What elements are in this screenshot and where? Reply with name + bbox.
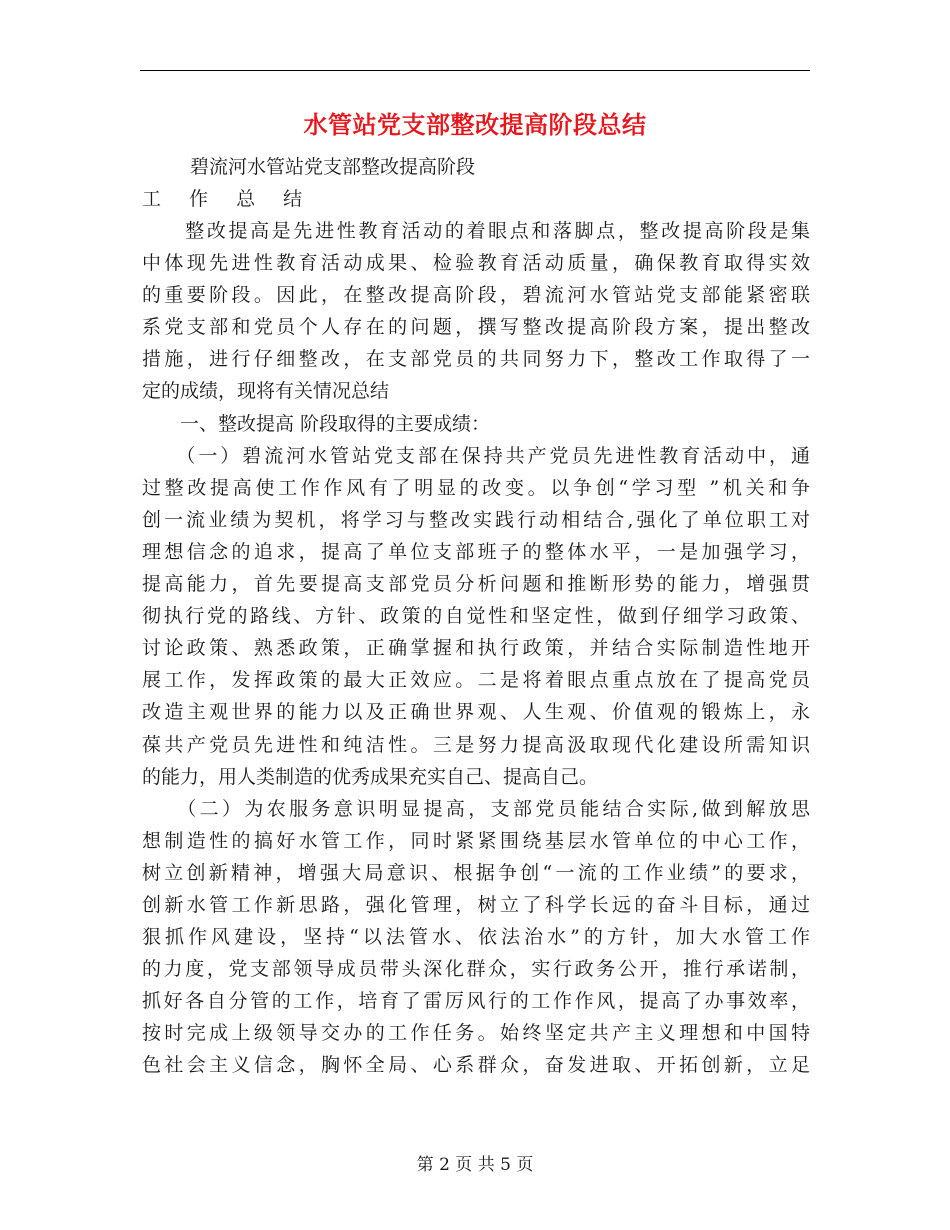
document-title: 水管站党支部整改提高阶段总结 (303, 110, 647, 139)
body-line: 措施，进行仔细整改，在支部党员的共同努力下，整改工作取得了一 (142, 348, 810, 371)
body-line: （二）为农服务意识明显提高，支部党员能结合实际,做到解放思 (142, 797, 810, 820)
section-heading: 一、整改提高 阶段取得的主要成绩： (142, 412, 491, 435)
body-line: 树立创新精神，增强大局意识、根据争创“一流的工作业绩”的要求， (142, 861, 810, 884)
body-line: 过整改提高使工作作风有了明显的改变。以争创“学习型 ”机关和争 (142, 476, 810, 499)
body-line: 色社会主义信念，胸怀全局、心系群众，奋发进取、开拓创新，立足 (142, 1054, 810, 1077)
document-subtitle: 碧流河水管站党支部整改提高阶段 (190, 156, 476, 178)
body-line: 系党支部和党员个人存在的问题，撰写整改提高阶段方案，提出整改 (142, 316, 810, 339)
document-subtitle-continued: 工 作 总 结 (142, 188, 303, 210)
body-line: 讨论政策、熟悉政策，正确掌握和执行政策，并结合实际制造性地开 (142, 637, 810, 660)
page-number: 第 2 页 共 5 页 (416, 1155, 534, 1175)
body-line: 的力度，党支部领导成员带头深化群众，实行政务公开，推行承诺制， (142, 958, 810, 981)
document-body (142, 215, 810, 1082)
body-line: 创新水管工作新思路，强化管理，树立了科学长远的奋斗目标，通过 (142, 893, 810, 916)
body-line: 提高能力，首先要提高支部党员分析问题和推断形势的能力，增强贯 (142, 573, 810, 596)
body-line: 葆共产党员先进性和纯洁性。三是努力提高汲取现代化建设所需知识 (142, 733, 810, 756)
body-line: 定的成绩，现将有关情况总结 (142, 380, 390, 403)
body-line: 创一流业绩为契机，将学习与整改实践行动相结合,强化了单位职工对 (142, 508, 810, 531)
body-line: 想制造性的搞好水管工作，同时紧紧围绕基层水管单位的中心工作， (142, 829, 810, 852)
body-line: 按时完成上级领导交办的工作任务。始终坚定共产主义理想和中国特 (142, 1022, 810, 1045)
body-line: 展工作，发挥政策的最大正效应。二是将着眼点重点放在了提高党员 (142, 669, 810, 692)
body-line: 改造主观世界的能力以及正确世界观、人生观、价值观的锻炼上，永 (142, 701, 810, 724)
body-line: 狠抓作风建设，坚持“以法管水、依法治水”的方针，加大水管工作 (142, 926, 810, 949)
body-line: 中体现先进性教育活动成果、检验教育活动质量，确保教育取得实效 (142, 252, 810, 275)
header-rule (140, 70, 810, 71)
body-line: 的重要阶段。因此，在整改提高阶段，碧流河水管站党支部能紧密联 (142, 284, 810, 307)
body-line: （一）碧流河水管站党支部在保持共产党员先进性教育活动中，通 (142, 444, 810, 467)
body-line: 彻执行党的路线、方针、政策的自觉性和坚定性，做到仔细学习政策、 (142, 605, 810, 628)
body-line: 抓好各自分管的工作，培育了雷厉风行的工作作风，提高了办事效率， (142, 990, 810, 1013)
body-line: 的能力，用人类制造的优秀成果充实自己、提高自己。 (142, 765, 599, 788)
body-line: 整改提高是先进性教育活动的着眼点和落脚点，整改提高阶段是集 (142, 220, 810, 242)
body-line: 理想信念的追求，提高了单位支部班子的整体水平，一是加强学习， (142, 540, 810, 563)
